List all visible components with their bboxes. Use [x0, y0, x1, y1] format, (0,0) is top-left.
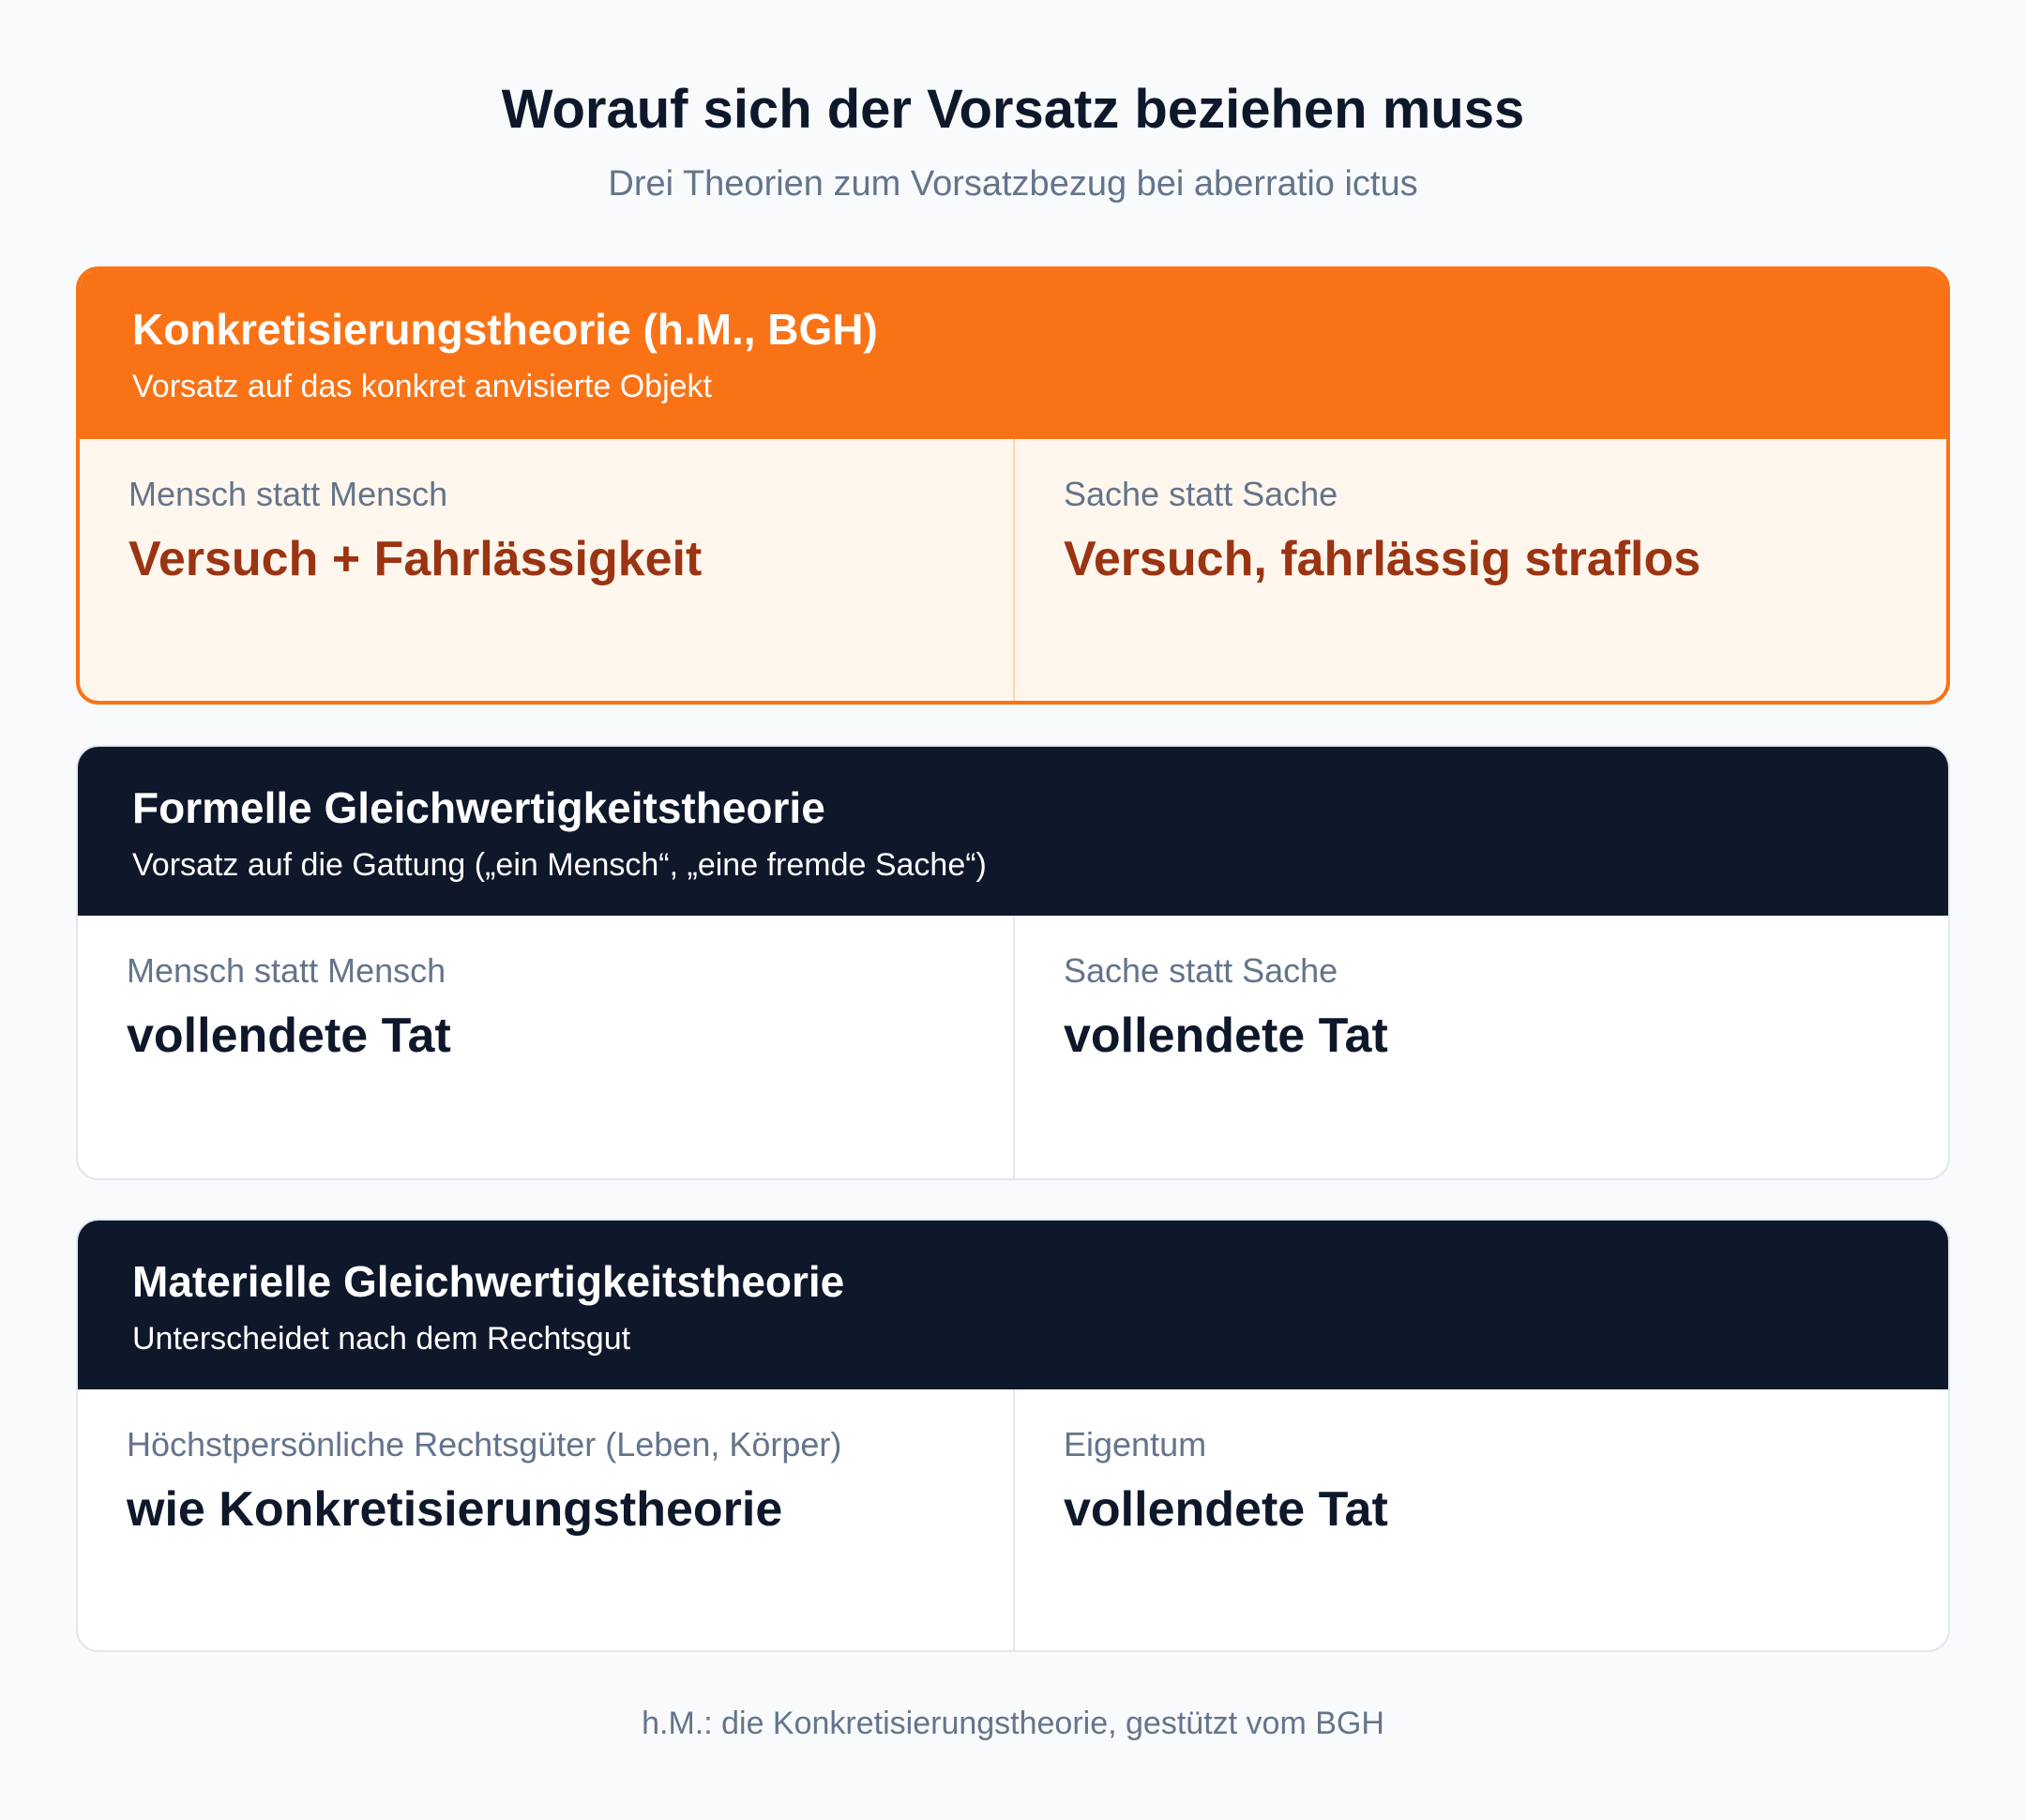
theory-cell	[80, 439, 1013, 701]
cell-value: Versuch, fahrlässig straflos	[1064, 532, 1701, 586]
theory-title: Materielle Gleichwertigkeitstheorie	[132, 1257, 845, 1306]
theory-cell	[1013, 439, 1946, 701]
cell-value: vollendete Tat	[127, 1009, 451, 1063]
theory-subtitle: Unterscheidet nach dem Rechtsgut	[132, 1321, 631, 1357]
theory-cell	[78, 916, 1013, 1178]
theory-subtitle: Vorsatz auf die Gattung („ein Mensch“, „eine fremde Sache“)	[132, 847, 987, 883]
theory-card-formelle	[76, 745, 1950, 1180]
cell-value: vollendete Tat	[1064, 1482, 1388, 1537]
theory-card-header	[76, 1219, 1950, 1389]
cell-value: Versuch + Fahrlässigkeit	[129, 532, 703, 586]
theory-card-konkretisierung	[76, 266, 1950, 705]
page-title: Worauf sich der Vorsatz beziehen muss	[501, 79, 1525, 140]
cell-label: Sache statt Sache	[1064, 951, 1338, 990]
theory-subtitle: Vorsatz auf das konkret anvisierte Objekt	[132, 369, 712, 404]
theory-cell	[78, 1389, 1013, 1650]
cell-label: Höchstpersönliche Rechtsgüter (Leben, Körper)	[127, 1425, 842, 1464]
theory-cell	[1013, 1389, 1948, 1650]
cell-value: vollendete Tat	[1064, 1009, 1388, 1063]
theory-card-header	[76, 266, 1950, 439]
footnote: h.M.: die Konkretisierungstheorie, gestützt vom BGH	[642, 1706, 1384, 1741]
cell-value: wie Konkretisierungstheorie	[127, 1482, 783, 1537]
cell-label: Mensch statt Mensch	[129, 475, 448, 513]
theory-card-header	[76, 745, 1950, 916]
theory-card-materielle	[76, 1219, 1950, 1652]
theory-title: Formelle Gleichwertigkeitstheorie	[132, 783, 825, 832]
cell-label: Eigentum	[1064, 1425, 1207, 1464]
cell-label: Sache statt Sache	[1064, 475, 1338, 513]
cell-label: Mensch statt Mensch	[127, 951, 446, 990]
theory-title: Konkretisierungstheorie (h.M., BGH)	[132, 305, 878, 354]
theory-cell	[1013, 916, 1948, 1178]
page-subtitle: Drei Theorien zum Vorsatzbezug bei aberratio ictus	[608, 164, 1418, 204]
